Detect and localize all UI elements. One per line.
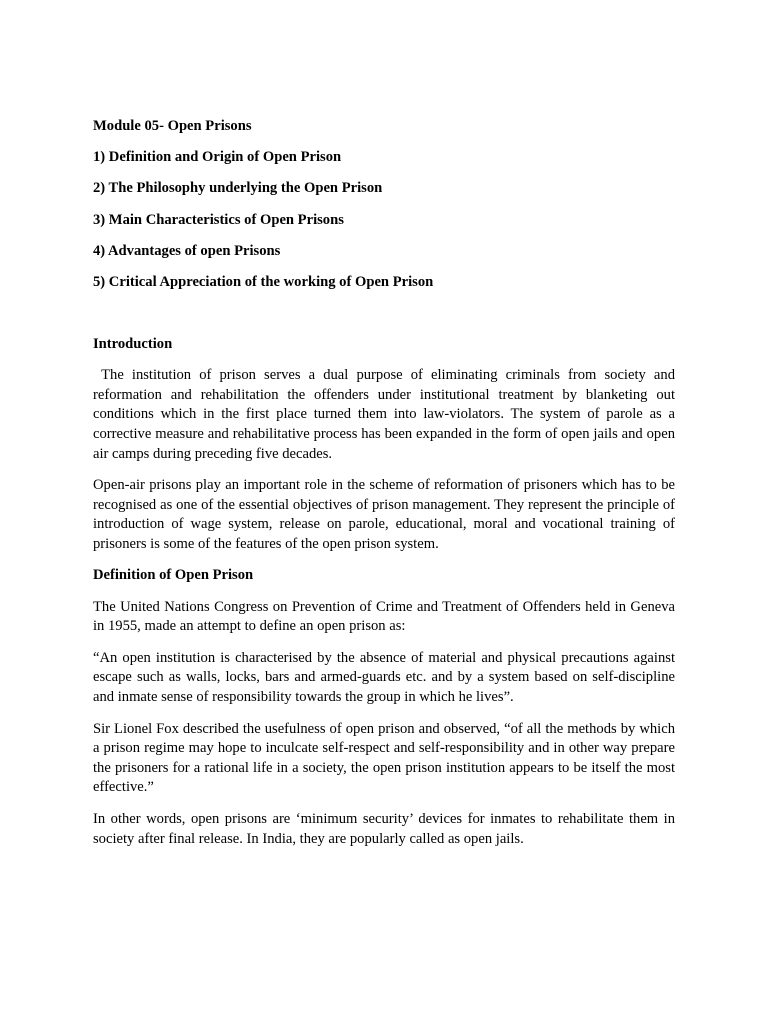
definition-section — [93, 566, 675, 849]
toc-item: 4) Advantages of open Prisons — [93, 242, 281, 259]
toc-item: 2) The Philosophy underlying the Open Prison — [93, 180, 383, 197]
toc-item: 1) Definition and Origin of Open Prison — [93, 149, 342, 166]
definition-heading: Definition of Open Prison — [93, 567, 254, 584]
definition-paragraph: The United Nations Congress on Prevention of Crime and Treatment of Offenders held in Geneva in 1955, made an attempt to define an open prison as: — [93, 598, 675, 635]
document-page — [93, 117, 675, 861]
module-title: Module 05- Open Prisons — [93, 118, 252, 134]
table-of-contents — [93, 148, 675, 292]
definition-paragraph: Sir Lionel Fox described the usefulness of open prison and observed, “of all the methods by which a prison regime may hope to inculcate self-respect and self-responsibility and in other way prepare the prisoners for a rational life in a society, the open prison institution appears to be itself the most effective.” — [93, 720, 675, 796]
introduction-heading: Introduction — [93, 335, 173, 352]
introduction-section — [93, 335, 675, 555]
definition-paragraph: In other words, open prisons are ‘minimum security’ devices for inmates to rehabilitate them in society after final release. In India, they are popularly called as open jails. — [93, 811, 675, 847]
introduction-paragraph: Open-air prisons play an important role in the scheme of reformation of prisoners which has to be recognised as one of the essential objectives of prison management. They represent the principle of introduction of wage system, release on parole, educational, moral and vocational training of prisoners is some of the features of the open prison system. — [93, 477, 675, 552]
definition-quote-paragraph: “An open institution is characterised by the absence of material and physical precautions against escape such as walls, locks, bars and armed-guards etc. and by a system based on self-discipline and inmate sense of responsibility towards the group in which he lives”. — [93, 649, 675, 706]
toc-item: 5) Critical Appreciation of the working of Open Prison — [93, 273, 434, 290]
introduction-paragraph: The institution of prison serves a dual purpose of eliminating criminals from society and reformation and rehabilitation the offenders under institutional treatment by blanketing out conditions which in the first place turned them into law-violators. The system of parole as a corrective measure and rehabilitative process has been expanded in the form of open jails and open air camps during preceding five decades. — [93, 367, 675, 462]
toc-item: 3) Main Characteristics of Open Prisons — [93, 211, 344, 228]
